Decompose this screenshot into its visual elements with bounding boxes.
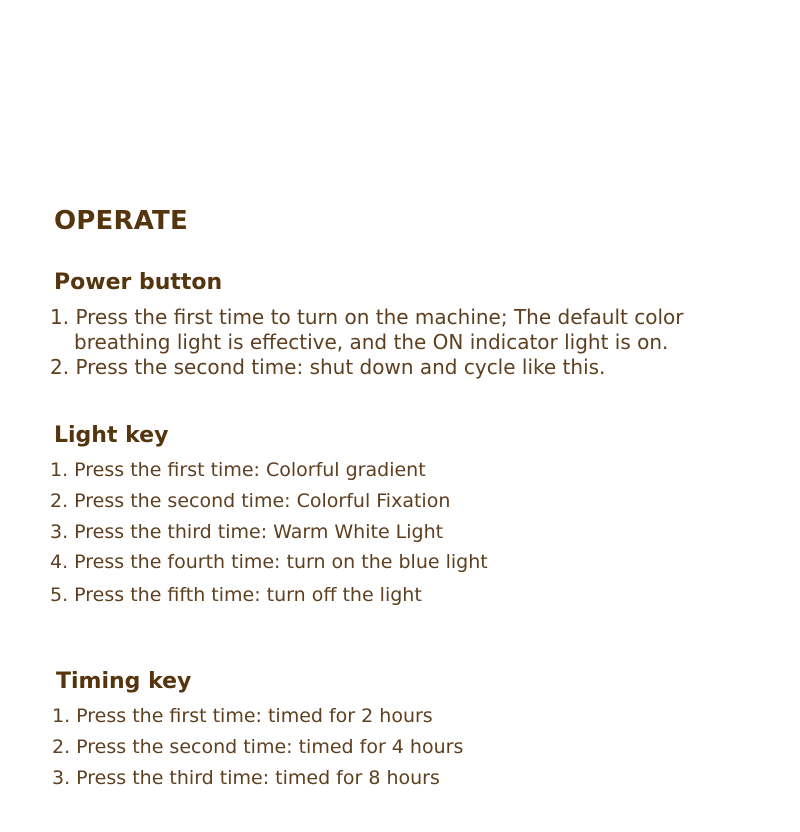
section-heading: Power button — [54, 270, 223, 295]
list-item: 3. Press the third time: timed for 8 hours — [52, 767, 440, 789]
list-item: 2. Press the second time: timed for 4 hours — [52, 736, 464, 758]
section-heading: Timing key — [56, 669, 192, 694]
list-item: 3. Press the third time: Warm White Light — [50, 521, 444, 543]
page-title: OPERATE — [54, 206, 188, 236]
list-item: 2. Press the second time: Colorful Fixation — [50, 490, 451, 512]
list-item: 1. Press the first time to turn on the machine; The default color — [50, 305, 684, 329]
list-item: 1. Press the first time: Colorful gradient — [50, 459, 426, 481]
list-item: 4. Press the fourth time: turn on the blue light — [50, 551, 488, 573]
list-item: 5. Press the fifth time: turn off the light — [50, 584, 422, 606]
list-item: 1. Press the first time: timed for 2 hours — [52, 705, 433, 727]
section-heading: Light key — [54, 423, 169, 448]
list-item: breathing light is effective, and the ON indicator light is on. — [74, 330, 669, 354]
list-item: 2. Press the second time: shut down and cycle like this. — [50, 355, 606, 379]
